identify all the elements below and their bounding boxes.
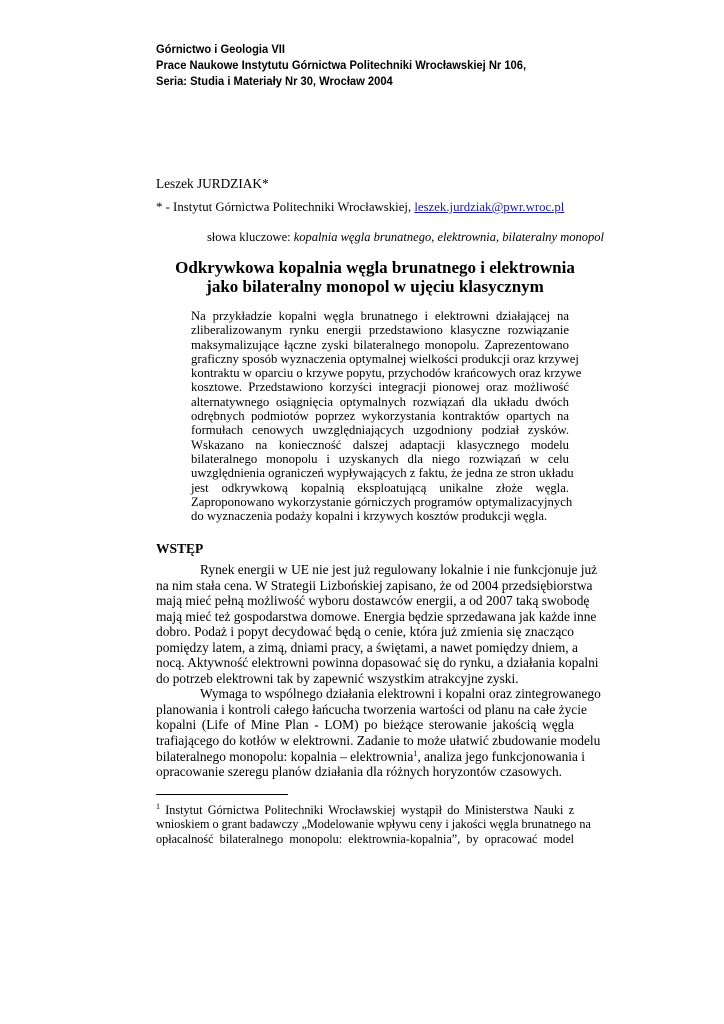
keywords (0, 229, 604, 245)
abstract-line: odrębnych podmiotów poprzez wykorzystania kontraktów opartych na (191, 409, 569, 424)
abstract-line: jest odkrywkową kopalnią eksploatującą unikalne złoże węgla. (191, 480, 569, 495)
footnote-text: Instytut Górnictwa Politechniki Wrocławskiej wystąpił do Ministerstwa Nauki z (160, 803, 574, 817)
abstract-line: bilateralnego monopolu i uzyskanych dla niego rozwiązań w celu (191, 451, 569, 466)
abstract-line: maksymalizujące łączne zyski bilateralnego monopolu. Zaprezentowano (191, 337, 569, 352)
series-line-2: Prace Naukowe Instytutu Górnictwa Politechniki Wrocławskiej Nr 106, (156, 58, 527, 72)
abstract-line: alternatywnego osiągnięcia optymalnych rozwiązań dla układu dwóch (191, 394, 569, 409)
section-heading: WSTĘP (156, 541, 204, 556)
body-line: pomiędzy latem, a zimą, dniami pracy, a świętami, a nawet pomiędzy dniem, a (156, 639, 578, 655)
footnote-divider (156, 794, 288, 795)
abstract-line: do wyznaczenia podaży kopalni i krzywych kosztów produkcji węgla. (191, 509, 548, 524)
body-line: trafiającego do kotłów w elektrowni. Zadanie to może ułatwić zbudowanie modelu (156, 733, 601, 749)
abstract-line: Zaproponowano wykorzystanie górniczych programów optymalizacyjnych (191, 494, 573, 509)
footnote-reference[interactable]: 1 (413, 748, 418, 758)
series-line-1: Górnictwo i Geologia VII (156, 42, 285, 56)
affiliation-text: * - Instytut Górnictwa Politechniki Wrocławskiej, (156, 200, 415, 214)
series-header (156, 41, 602, 89)
paper-title (150, 258, 600, 296)
body-line: dobro. Podaż i popyt decydować będą o cenie, która już zmienia się znacząco (156, 624, 574, 640)
abstract (191, 309, 582, 524)
body-line: planowania i kontroli całego łańcucha tworzenia wartości od planu na całe życie (156, 701, 587, 717)
abstract-line: kontraktu w oparciu o krzywe popytu, przychodów krańcowych oraz krzywe (191, 366, 582, 381)
body-line: Rynek energii w UE nie jest już regulowany lokalnie i nie funkcjonuje już (200, 562, 598, 577)
footnote-line: wnioskiem o grant badawczy „Modelowanie wpływu ceny i jakości węgla brunatnego na (156, 817, 591, 832)
body-line: opracowanie szeregu planów działania dla różnych horyzontów czasowych. (156, 764, 563, 780)
keywords-value: kopalnia węgla brunatnego, elektrownia, bilateralny monopol (293, 230, 604, 244)
series-line-3: Seria: Studia i Materiały Nr 30, Wrocław 2004 (156, 74, 393, 88)
abstract-line: zliberalizowanym rynku energii przedstawiono klasyczne rozwiązanie (191, 323, 569, 338)
affiliation (156, 199, 564, 215)
abstract-line: formułach cenowych uwzględniających uzgodniony podział zysków. (191, 423, 569, 438)
body-line: mają mieć pełną możliwość wyboru dostawców energii, a od 2007 taką swobodę (156, 593, 590, 609)
body-line-part: , analiza jego funkcjonowania i (417, 748, 586, 764)
body-line (156, 748, 586, 765)
body-line: na nim stała cena. W Strategii Lizbońskiej zapisano, że od 2004 przedsiębiorstwa (156, 577, 593, 593)
abstract-line: Na przykładzie kopalni węgla brunatnego i elektrowni działającej na (191, 309, 569, 323)
title-line-2: jako bilateralny monopol w ujęciu klasycznym (206, 277, 544, 296)
abstract-line: kosztowe. Przedstawiono korzyści integracji pionowej oraz możliwość (191, 380, 569, 395)
abstract-line: Wskazano na konieczność dalszej adaptacji klasycznego modelu (191, 437, 569, 452)
abstract-line: uwzględnienia ograniczeń wypływających z faktu, że jedna ze stron układu (191, 466, 574, 481)
footnote-line (156, 803, 574, 817)
author-name: Leszek JURDZIAK* (156, 176, 269, 191)
keywords-label: słowa kluczowe: (206, 230, 294, 244)
abstract-line: graficzny sposób wyznaczenia optymalnej wielkości produkcji oraz krzywej (191, 351, 579, 366)
footnote-mark: 1 (156, 802, 160, 811)
author-email-link[interactable]: leszek.jurdziak@pwr.wroc.pl (414, 200, 565, 214)
body-line: kopalni (Life of Mine Plan - LOM) po bieżące sterowanie jakością węgla (156, 717, 574, 733)
footnote (156, 802, 591, 846)
body-line: do potrzeb elektrowni tak by zapewnić wszystkim atrakcyjne zyski. (156, 670, 519, 686)
footnote-line: opłacalność bilateralnego monopolu: elektrownia-kopalnia”, by opracować model (156, 831, 574, 846)
body-line-part: bilateralnego monopolu: kopalnia – elektrownia (156, 748, 414, 764)
body-text (156, 562, 601, 780)
body-line: mają mieć też gospodarstwa domowe. Energia będzie sprzedawana jak każde inne (156, 608, 597, 624)
body-line: nocą. Aktywność elektrowni powinna dopasować się do rynku, a działania kopalni (156, 655, 599, 671)
body-line: Wymaga to wspólnego działania elektrowni i kopalni oraz zintegrowanego (200, 686, 601, 702)
title-line-1: Odkrywkowa kopalnia węgla brunatnego i elektrownia (175, 258, 575, 277)
